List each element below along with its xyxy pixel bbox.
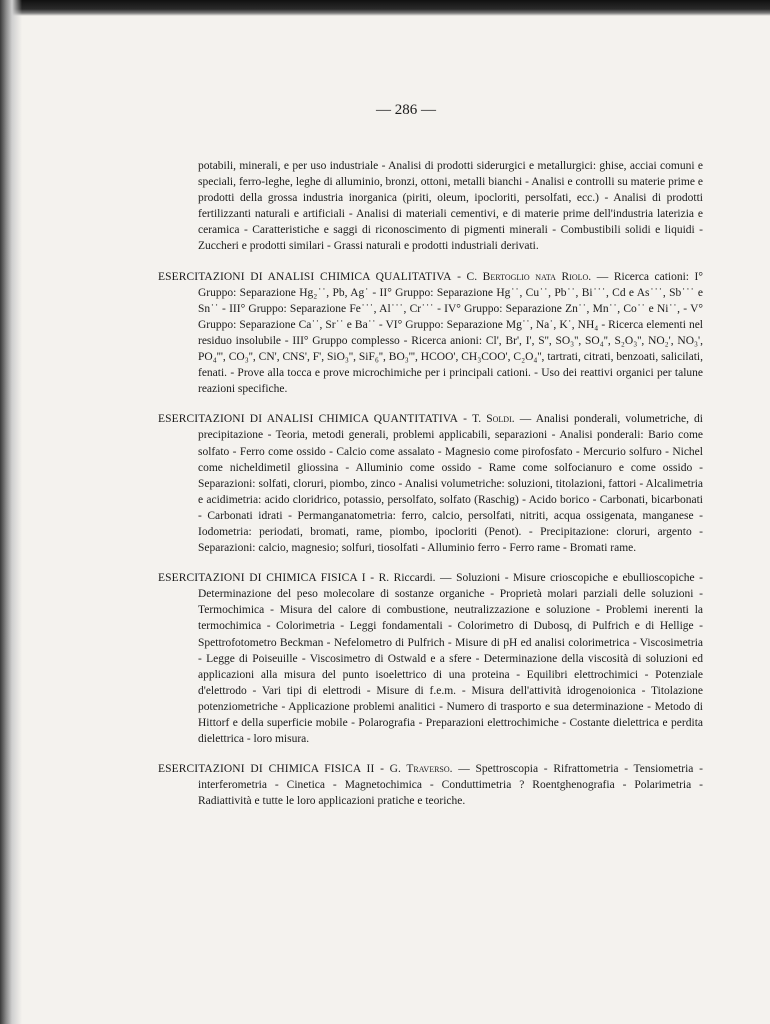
title-separator: - bbox=[365, 572, 379, 585]
intro-paragraph: potabili, minerali, e per uso industriale - Analisi di prodotti siderurgici e metallurgici: ghise, acciai comuni e speciali, ferro-leghe, leghe di alluminio, bronzi, ottoni, metalli bianchi - Analisi e controlli su materie prime e prodotti della grossa industria inorganica (piriti, oleum, ipocloriti, persolfati, ecc.) - Analisi di prodotti fertilizzanti naturali e artificiali - Analisi di materiali cementivi, e di materie prime dell'industria laterizia e ceramica - Caratteristiche e saggi di riconoscimento di pigmenti minerali - Combustibili solidi e liquidi - Zuccheri e prodotti similari - Grassi naturali e prodotti industriali derivati. bbox=[198, 160, 703, 253]
title-separator: - bbox=[458, 413, 473, 426]
page-content bbox=[158, 158, 703, 821]
section-instructor: T. Soldi. bbox=[472, 413, 515, 426]
section-title: ESERCITAZIONI DI CHIMICA FISICA I bbox=[158, 572, 366, 585]
section-qualitativa bbox=[158, 269, 703, 398]
section-instructor: C. Bertoglio nata Riolo. bbox=[466, 270, 592, 283]
section-chimica-fisica-2 bbox=[158, 761, 703, 809]
section-instructor: R. Riccardi. bbox=[378, 572, 436, 585]
section-body: — Spettroscopia - Rifrattometria - Tensiometria - interferometria - Cinetica - Magnetochimica - Conduttimetria ? Roentghenografia - Polarimetria - Radiattività e tutte le loro applicazioni pratiche e teoriche. bbox=[198, 763, 703, 808]
section-instructor: G. Traverso. bbox=[389, 763, 453, 776]
title-separator: - bbox=[374, 763, 390, 776]
title-separator: - bbox=[451, 270, 467, 283]
section-title: ESERCITAZIONI DI ANALISI CHIMICA QUALITATIVA bbox=[158, 270, 452, 283]
scan-left-edge bbox=[0, 0, 22, 1024]
section-body: — Soluzioni - Misure crioscopiche e ebullioscopiche - Determinazione del peso molecolare di sostanze organiche - Proprietà molari parziali delle soluzioni - Termochimica - Misura del calore di combustione, neutralizzazione e soluzione - Problemi inerenti la termochimica - Colorimetria - Leggi fondamentali - Colorimetro di Dubosq, di Pulfrich e di Hellige - Spettrofotometro Beckman - Nefelometro di Pulfrich - Misure di pH ed analisi colorimetrica - Viscosimetria - Legge di Poiseuille - Viscosimetro di Ostwald e a sfere - Determinazione della viscosità di soluzioni ed applicazioni alla misura del punto isoelettrico di una proteina - Equilibri elettrochimici - Potenziale d'elettrodo - Vari tipi di elettrodi - Misure di f.e.m. - Misura dell'attività idrogenoionica - Titolazione potenziometriche - Applicazione problemi analitici - Numero di trasporto e sua determinazione - Metodo di Hittorf e della superficie mobile - Polarografia - Preparazioni elettrochimiche - Costante dielettrica e perdita dielettrica - loro misura. bbox=[198, 572, 703, 746]
section-body: — Analisi ponderali, volumetriche, di precipitazione - Teoria, metodi generali, problemi applicabili, separazioni - Analisi ponderali: Bario come solfato - Ferro come ossido - Calcio come assalato - Magnesio come pirofosfato - Mercurio solfuro - Nichel come nicheldimetil gliossina - Alluminio come ossido - Rame come solfocianuro e come ossido - Separazioni: solfati, cloruri, piombo, zinco - Analisi volumetriche: soluzioni, titolazioni, fattori - Alcalimetria e acidimetria: acido cloridrico, potassio, persolfato, solfato (Raschig) - Acido borico - Carbonati, bicarbonati - Carbonati idrati - Permanganatometria: ferro, calcio, persolfati, nitriti, acqua ossigenata, manganese - Iodometria: periodati, bromati, rame, piombo, ipocloriti (Penot). - Precipitazione: cloruri, argento - Separazioni: calcio, magnesio; solfuri, tiosolfati - Alluminio ferro - Ferro rame - Bromati rame. bbox=[198, 413, 703, 555]
section-body: — Ricerca cationi: I° Gruppo: Separazione Hg₂˙˙, Pb, Ag˙ - II° Gruppo: Separazione Hg˙˙, Cu˙˙, Pb˙˙, Bi˙˙˙, Cd e As˙˙˙, Sb˙˙˙ e Sn˙˙ - III° Gruppo: Separazione Fe˙˙˙, Al˙˙˙, Cr˙˙˙ - IV° Gruppo: Separazione Zn˙˙, Mn˙˙, Co˙˙ e Ni˙˙, - V° Gruppo: Separazione Ca˙˙, Sr˙˙ e Ba˙˙ - VI° Gruppo: Separazione Mg˙˙, Na˙, K˙, NH₄ - Ricerca elementi nel residuo insolubile - III° Gruppo complesso - Ricerca anioni: Cl', Br', I', S'', SO₃'', SO₄'', S₂O₃'', NO₂', NO₃', PO₄''', CO₃'', CN', CNS', F', SiO₃'', SiF₆'', BO₃''', HCOO', CH₃COO', C₂O₄'', tartrati, citrati, benzoati, salicilati, fenati. - Prove alla tocca e prove microchimiche per i principali cationi. - Uso dei reattivi organici per talune reazioni specifiche. bbox=[198, 270, 703, 396]
scan-top-edge bbox=[0, 0, 770, 16]
section-chimica-fisica-1 bbox=[158, 570, 703, 747]
section-title: ESERCITAZIONI DI CHIMICA FISICA II bbox=[158, 763, 375, 776]
section-quantitativa bbox=[158, 411, 703, 556]
page-number: — 286 — bbox=[376, 102, 436, 118]
section-title: ESERCITAZIONI DI ANALISI CHIMICA QUANTITATIVA bbox=[158, 413, 459, 426]
